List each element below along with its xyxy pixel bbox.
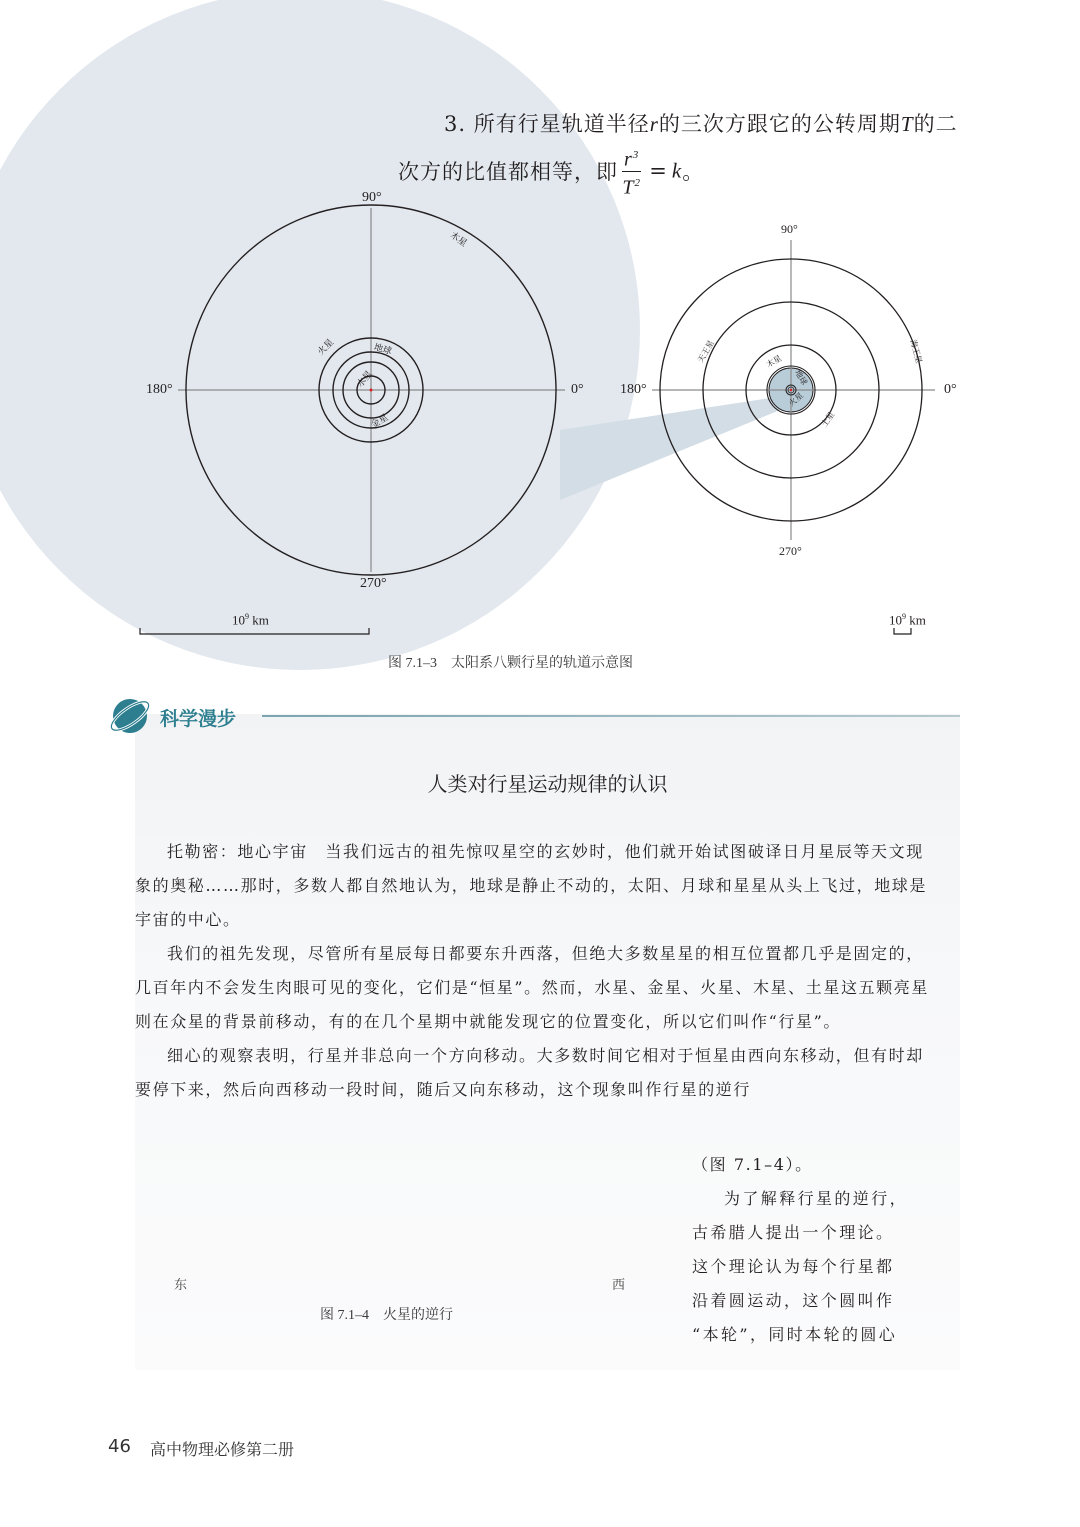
side-text xyxy=(692,1148,942,1352)
label-jupiter: 木星 xyxy=(448,229,469,249)
fraction-r3-over-T2 xyxy=(622,144,641,198)
law-text: 的二 xyxy=(913,112,958,136)
left-angle-270: 270° xyxy=(360,576,387,591)
paragraph-text: 我们的祖先发现，尽管所有星辰每日都要东升西落，但绝大多数星星的相互位置都几乎是固定的，几百年内不会发生肉眼可见的变化，它们是“恒星”。然而，水星、金星、火星、木星、土星这五颗亮星则在众星的背景前移动，有的在几个星期中就能发现它的位置变化，所以它们叫作“行星”。 xyxy=(135,944,929,1031)
east-label: 东 xyxy=(174,1277,188,1292)
label-jupiter-right: 木星 xyxy=(764,353,784,370)
label-neptune: 海王星 xyxy=(908,338,924,365)
right-angle-0: 0° xyxy=(944,382,957,397)
label-mercury: 水星 xyxy=(354,368,375,389)
exp-3: 3 xyxy=(632,149,640,161)
side-line: 古希腊人提出一个理论。 xyxy=(692,1223,895,1242)
side-line: 为了解释行星的逆行， xyxy=(724,1189,909,1208)
right-angle-270: 270° xyxy=(779,544,802,558)
side-line: 这个理论认为每个行星都 xyxy=(692,1257,895,1276)
section-divider xyxy=(262,715,960,717)
exp-2: 2 xyxy=(634,176,641,189)
paragraph-ptolemy xyxy=(135,835,940,937)
section-body xyxy=(135,835,940,1107)
left-scale-label: $10^9$ km xyxy=(232,612,269,628)
section-title: 人类对行星运动规律的认识 xyxy=(427,772,668,796)
section-label: 科学漫步 xyxy=(160,708,237,730)
label-earth-right: 地球 xyxy=(793,368,809,387)
label-uranus: 天王星 xyxy=(696,338,716,365)
paragraph-lead: 托勒密：地心宇宙 xyxy=(167,842,308,861)
paragraph-text: 细心的观察表明，行星并非总向一个方向移动。大多数时间它相对于恒星由西向东移动，但有时却要停下来，然后向西移动一段时间，随后又向东移动，这个现象叫作行星的逆行 xyxy=(135,1046,924,1099)
right-scale-bar xyxy=(894,628,911,634)
var-k: k xyxy=(671,158,683,183)
law-number: 3. xyxy=(444,112,467,136)
frac-denominator: T xyxy=(622,176,635,199)
right-angle-90: 90° xyxy=(781,222,798,236)
right-orbit-diagram xyxy=(652,240,935,540)
sun xyxy=(370,389,373,392)
figure-reference: （图 7.1–4）。 xyxy=(692,1155,813,1174)
law-end: 。 xyxy=(682,160,705,185)
var-T: T xyxy=(900,112,914,136)
science-walk-header xyxy=(106,696,237,740)
figure-7-1-4-caption: 图 7.1–4 火星的逆行 xyxy=(320,1308,453,1323)
law-text: 所有行星轨道半径 xyxy=(473,112,650,136)
paragraph-retrograde xyxy=(135,1039,940,1107)
paragraph-stars xyxy=(135,937,940,1039)
left-angle-0: 0° xyxy=(571,382,584,397)
magnifier-background xyxy=(0,0,640,670)
right-scale-label: $10^9$ km xyxy=(889,612,926,628)
law-text: 次方的比值都相等，即 xyxy=(398,160,618,185)
left-angle-90: 90° xyxy=(362,190,382,205)
kepler-law-line-1 xyxy=(444,108,958,138)
law-text: 的三次方跟它的公转周期 xyxy=(658,112,901,136)
equals-sign: = xyxy=(649,159,668,184)
sun-right xyxy=(790,389,792,391)
page-number: 46 xyxy=(108,1436,131,1457)
book-title: 高中物理必修第二册 xyxy=(150,1440,295,1459)
label-earth: 地球 xyxy=(372,341,393,357)
label-mars: 火星 xyxy=(315,336,336,357)
var-r: r xyxy=(649,112,659,136)
paragraph-text: 当我们远古的祖先惊叹星空的玄妙时，他们就开始试图破译日月星辰等天文现象的奥秘……那时，多数人都自然地认为，地球是静止不动的，太阳、月球和星星从头上飞过，地球是宇宙的中心。 xyxy=(135,842,928,929)
left-angle-180: 180° xyxy=(146,382,173,397)
side-line: 沿着圆运动，这个圆叫作 xyxy=(692,1291,895,1310)
label-saturn: 土星 xyxy=(819,410,837,429)
figure-7-1-3-caption: 图 7.1–3 太阳系八颗行星的轨道示意图 xyxy=(388,656,633,671)
label-mars-right: 火星 xyxy=(786,390,806,409)
right-angle-180: 180° xyxy=(620,382,647,397)
west-label: 西 xyxy=(612,1277,626,1292)
frac-numerator: r xyxy=(624,148,633,171)
kepler-law-line-2 xyxy=(398,144,704,198)
side-line: “本轮”，同时本轮的圆心 xyxy=(692,1325,898,1344)
label-venus: 金星 xyxy=(368,412,390,430)
orbit-globe-icon xyxy=(106,696,154,736)
